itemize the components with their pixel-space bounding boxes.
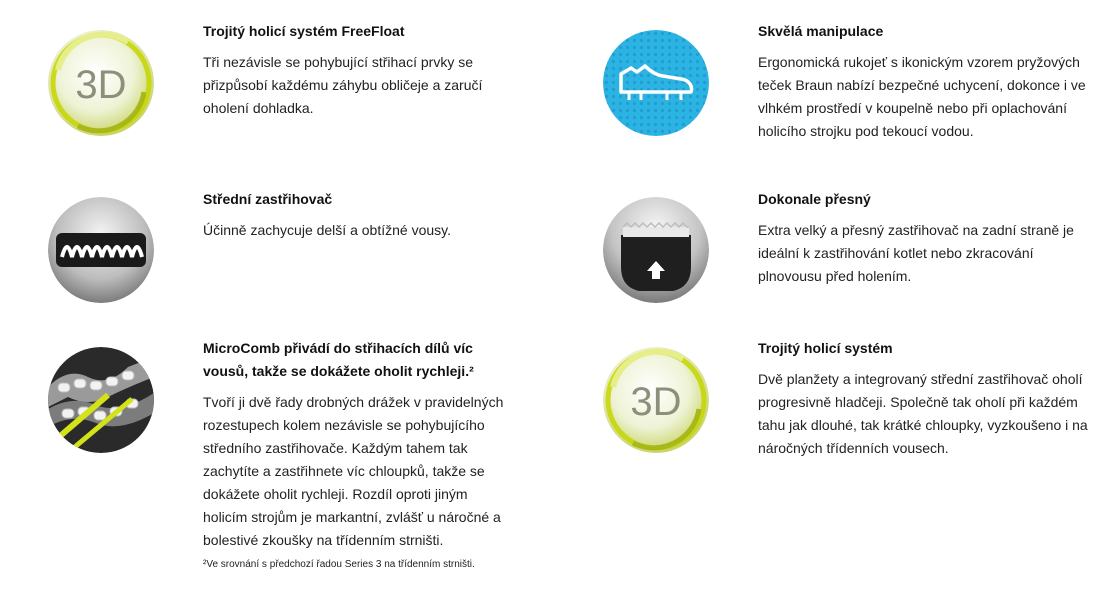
feature-description: Extra velký a přesný zastřihovač na zadní straně je ideální k zastřihování kotlet nebo zkracování plnovousu před holením. [758, 222, 1074, 284]
feature-title: MicroComb přivádí do střihacích dílů víc vousů, takže se dokážete oholit rychleji.² [203, 340, 474, 379]
feature-title: Skvělá manipulace [758, 23, 884, 39]
svg-text:3D: 3D [75, 63, 127, 107]
microcomb-icon [48, 347, 154, 453]
middle-trimmer-icon [48, 197, 154, 303]
feature-description: Tři nezávisle se pohybující střihací prvky se přizpůsobí každému záhybu obličeje a zaručí oholení dohladka. [203, 54, 483, 116]
3d-icon [48, 30, 154, 136]
feature-description: Dvě planžety a integrovaný střední zastřihovač oholí progresivně hladčeji. Společně tak oholí při každém tahu jak dlouhé, tak krátké chloupky, vyzkoušeno i na náročných třídenních vousech. [758, 371, 1088, 456]
feature-description: Ergonomická rukojeť s ikonickým vzorem pryžových teček Braun nabízí bezpečné uchycení, dokonce i ve vlhkém prostředí v koupelně nebo při oplachování holicího strojku pod tekoucí vodou. [758, 54, 1086, 139]
precision-trimmer-icon [603, 197, 709, 303]
3d-icon [603, 347, 709, 453]
feature-description: Tvoří ji dvě řady drobných drážek v pravidelných rozestupech kolem nezávisle se pohybujícího středního zastřihovače. Každým tahem tak zachytíte a zastřihnete víc chloupků, takže se dokážete oholit rychleji. Rozdíl oproti jiným holicím strojům je markantní, zvlášť u náročné a bolestivé zkoušky na třídenním strništi. [203, 394, 504, 548]
svg-text:3D: 3D [630, 380, 682, 424]
footnote: ²Ve srovnání s předchozí řadou Series 3 na třídenním strništi. [203, 559, 475, 570]
feature-title: Trojitý holicí systém [758, 340, 893, 356]
feature-description: Účinně zachycuje delší a obtížné vousy. [203, 222, 451, 238]
feature-title: Dokonale přesný [758, 191, 871, 207]
feature-title: Trojitý holicí systém FreeFloat [203, 23, 405, 39]
shoe-grip-icon [603, 30, 709, 136]
feature-title: Střední zastřihovač [203, 191, 333, 207]
